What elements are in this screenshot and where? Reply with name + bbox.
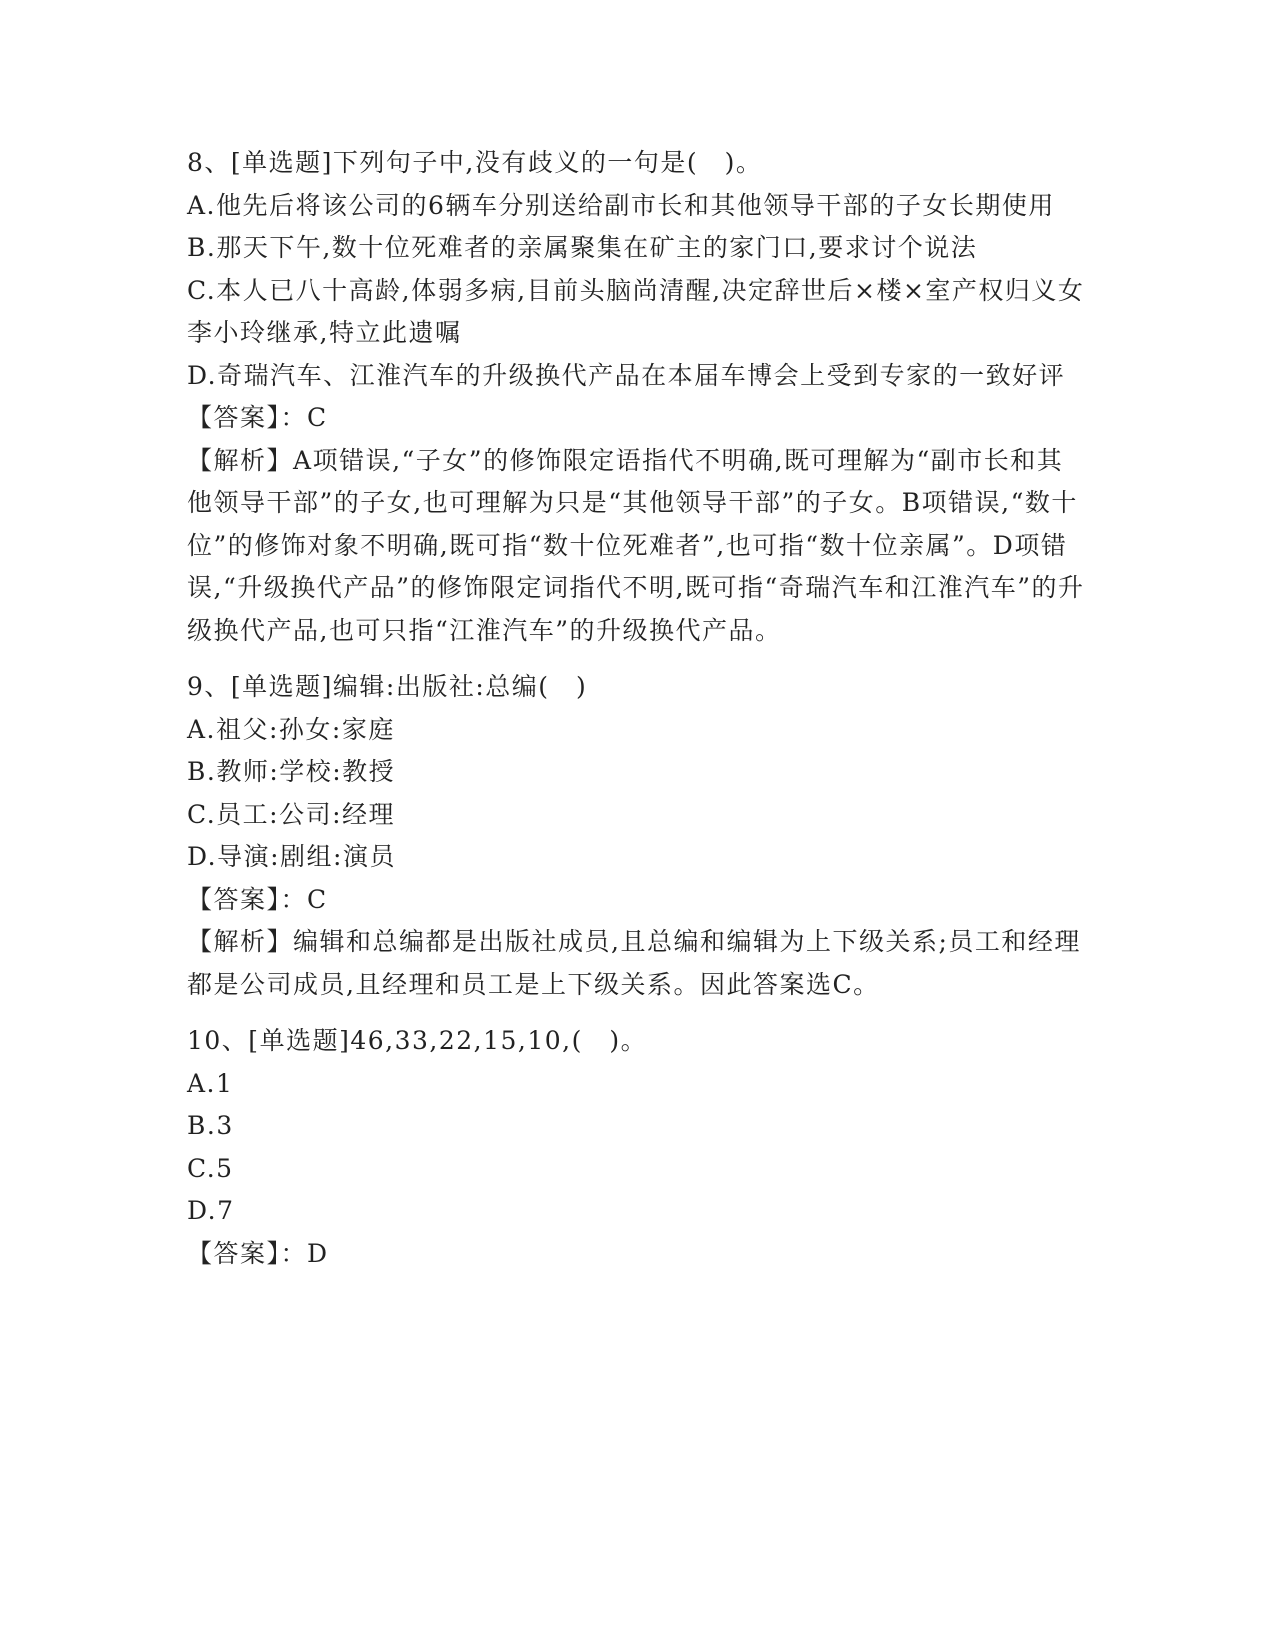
option-a: A.1	[187, 1068, 234, 1098]
question-stem: 9、[单选题]编辑:出版社:总编( )	[187, 672, 588, 701]
question-stem: 8、[单选题]下列句子中,没有歧义的一句是( )。	[187, 148, 763, 177]
option-d: D.7	[187, 1196, 235, 1225]
answer-value: C	[307, 884, 328, 914]
answer-row	[187, 397, 1087, 440]
analysis-row	[187, 440, 1087, 653]
analysis-row	[187, 921, 1087, 1006]
answer-separator: ：	[280, 403, 308, 432]
option-b: B.教师:学校:教授	[187, 757, 396, 786]
question-10	[187, 1020, 1087, 1275]
answer-label: 【答案】	[187, 403, 281, 432]
question-8	[187, 142, 1087, 652]
option-a: A.他先后将该公司的6辆车分别送给副市长和其他领导干部的子女长期使用	[187, 190, 1055, 220]
answer-separator: ：	[280, 1238, 308, 1268]
answer-label: 【答案】	[187, 1238, 281, 1268]
option-c: C.员工:公司:经理	[187, 799, 396, 829]
option-d: D.奇瑞汽车、江淮汽车的升级换代产品在本届车博会上受到专家的一致好评	[187, 360, 1066, 390]
answer-value: C	[307, 403, 328, 432]
option-c: C.本人已八十高龄,体弱多病,目前头脑尚清醒,决定辞世后×楼×室产权归义女李小玲继承,特立此遗嘱	[187, 275, 1085, 347]
option-b: B.3	[187, 1111, 234, 1140]
answer-row	[187, 1233, 1087, 1276]
question-9	[187, 666, 1087, 1006]
option-d: D.导演:剧组:演员	[187, 842, 396, 871]
analysis-label: 【解析】	[187, 445, 294, 475]
answer-label: 【答案】	[187, 884, 281, 914]
option-c: C.5	[187, 1153, 234, 1183]
question-stem: 10、[单选题]46,33,22,15,10,( )。	[187, 1026, 648, 1055]
option-b: B.那天下午,数十位死难者的亲属聚集在矿主的家门口,要求讨个说法	[187, 233, 978, 262]
answer-row	[187, 879, 1087, 922]
analysis-label: 【解析】	[187, 927, 294, 956]
option-a: A.祖父:孙女:家庭	[187, 714, 395, 744]
answer-value: D	[307, 1238, 329, 1268]
analysis-text: A项错误,“子女”的修饰限定语指代不明确,既可理解为“副市长和其他领导干部”的子女,也可理解为只是“其他领导干部”的子女。B项错误,“数十位”的修饰对象不明确,既可指“数十位死难者”,也可指“数十位亲属”。D项错误,“升级换代产品”的修饰限定词指代不明,既可指“奇瑞汽车和江淮汽车”的升级换代产品,也可只指“江淮汽车”的升级换代产品。	[187, 445, 1085, 645]
analysis-text: 编辑和总编都是出版社成员,且总编和编辑为上下级关系;员工和经理都是公司成员,且经理和员工是上下级关系。因此答案选C。	[187, 927, 1081, 999]
answer-separator: ：	[280, 884, 308, 914]
document-page	[187, 142, 1087, 1289]
